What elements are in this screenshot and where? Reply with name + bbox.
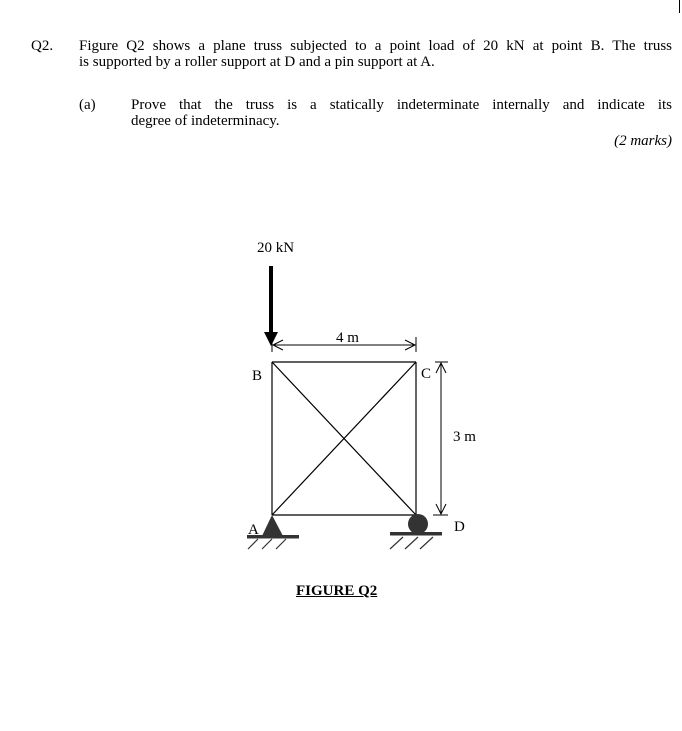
part-a-text-line2: degree of indeterminacy. — [131, 113, 280, 129]
node-label-d: D — [454, 519, 465, 535]
question-text-line1: Figure Q2 shows a plane truss subjected to a point load of 20 kN at point B. The truss — [79, 38, 672, 54]
question-text-line2: is supported by a roller support at D and a pin support at A. — [79, 54, 435, 70]
marks-label: (2 marks) — [614, 133, 672, 149]
height-dimension — [433, 362, 448, 515]
part-a-text-line1: Prove that the truss is a statically indeterminate internally and indicate its — [131, 97, 672, 113]
node-label-c: C — [421, 366, 432, 382]
width-label: 4 m — [336, 330, 359, 346]
roller-support-d — [390, 514, 442, 549]
question-number: Q2. — [31, 38, 54, 54]
node-label-a: A — [248, 522, 259, 538]
height-label: 3 m — [453, 429, 476, 445]
figure-caption: FIGURE Q2 — [296, 583, 378, 599]
load-label: 20 kN — [257, 240, 295, 256]
truss-members — [272, 362, 416, 515]
load-arrow — [264, 266, 278, 346]
part-a-label: (a) — [79, 97, 96, 113]
node-label-b: B — [252, 368, 263, 384]
